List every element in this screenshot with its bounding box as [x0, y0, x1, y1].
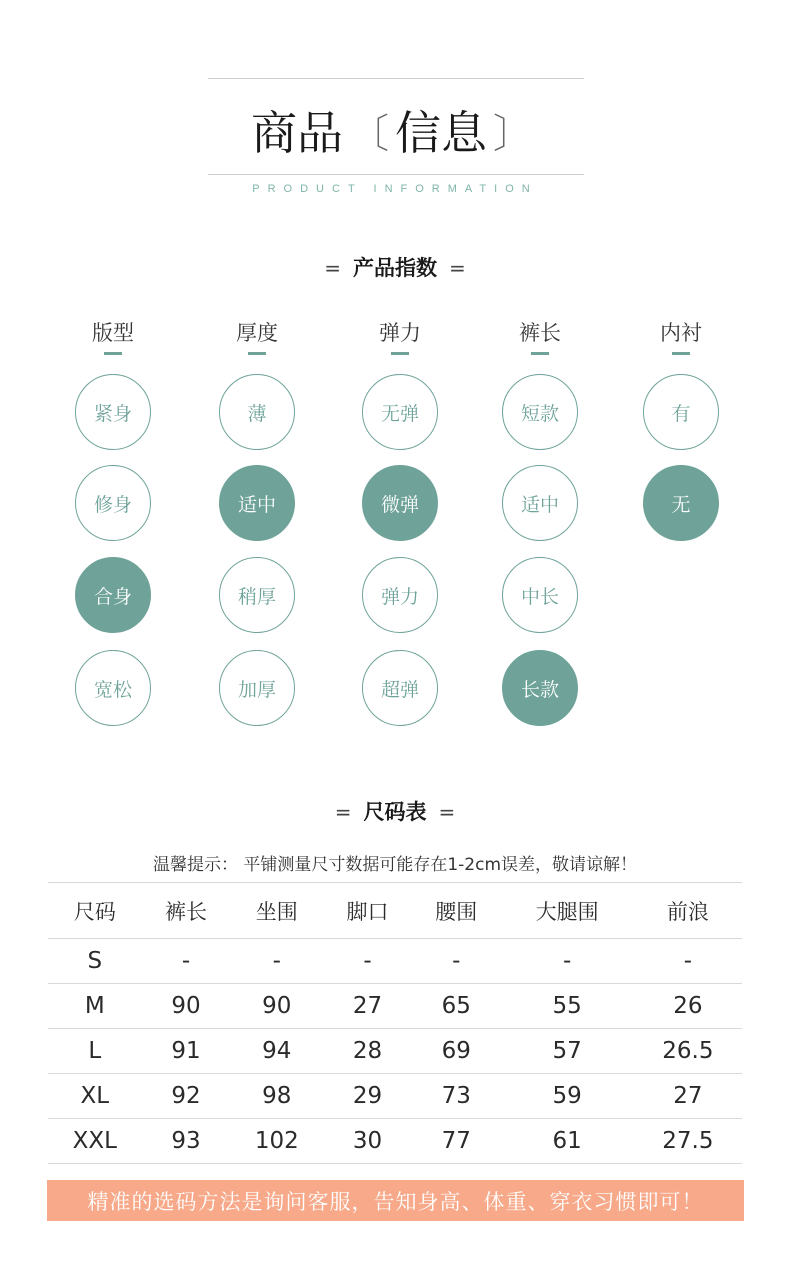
eq-right: = [438, 800, 456, 824]
index-title-text: 产品指数 [353, 256, 437, 280]
table-cell: 98 [230, 1074, 323, 1119]
index-option-selected: 微弹 [362, 465, 438, 541]
page-title [0, 100, 790, 160]
table-cell: - [230, 939, 323, 984]
index-option: 有 [643, 374, 719, 450]
table-cell: L [48, 1029, 142, 1074]
table-row [48, 984, 742, 1029]
table-cell: 55 [501, 984, 634, 1029]
index-label-underline [104, 352, 122, 355]
table-cell: 92 [142, 1074, 231, 1119]
table-cell: 27.5 [634, 1119, 742, 1164]
table-cell: 28 [323, 1029, 412, 1074]
index-option-selected: 长款 [502, 650, 578, 726]
table-cell: 90 [142, 984, 231, 1029]
table-cell: 59 [501, 1074, 634, 1119]
title-bracket-close: 〕 [493, 110, 533, 157]
table-cell: XXL [48, 1119, 142, 1164]
size-table-header-cell: 大腿围 [501, 883, 634, 939]
index-label: 裤长 [519, 321, 561, 345]
table-cell: 102 [230, 1119, 323, 1164]
index-label-underline [391, 352, 409, 355]
index-option: 短款 [502, 374, 578, 450]
table-cell: - [634, 939, 742, 984]
eq-left: = [334, 800, 352, 824]
index-label: 版型 [92, 321, 134, 345]
table-cell: XL [48, 1074, 142, 1119]
table-cell: 91 [142, 1029, 231, 1074]
table-row [48, 939, 742, 984]
table-row [48, 1074, 742, 1119]
index-option: 稍厚 [219, 557, 295, 633]
size-table-header-cell: 脚口 [323, 883, 412, 939]
size-table-header-cell: 尺码 [48, 883, 142, 939]
table-cell: - [501, 939, 634, 984]
index-option-selected: 无 [643, 465, 719, 541]
table-cell: 69 [412, 1029, 501, 1074]
index-option: 薄 [219, 374, 295, 450]
size-table-header-cell: 坐围 [230, 883, 323, 939]
index-label-underline [248, 352, 266, 355]
size-hint: 温馨提示： 平铺测量尺寸数据可能存在1-2cm误差，敬请谅解！ [152, 855, 638, 875]
index-option: 中长 [502, 557, 578, 633]
table-cell: 26 [634, 984, 742, 1029]
index-label: 弹力 [379, 321, 421, 345]
title-right: 信息 [395, 106, 487, 160]
table-cell: 27 [634, 1074, 742, 1119]
hero-top-rule [208, 78, 584, 79]
table-cell: 94 [230, 1029, 323, 1074]
page-subtitle: PRODUCT INFORMATION [252, 183, 538, 195]
eq-left: = [324, 256, 341, 280]
size-table-body [48, 939, 742, 1164]
table-cell: - [412, 939, 501, 984]
table-cell: 27 [323, 984, 412, 1029]
size-table-header [48, 883, 742, 939]
table-cell: - [142, 939, 231, 984]
table-cell: 93 [142, 1119, 231, 1164]
table-cell: 77 [412, 1119, 501, 1164]
eq-right: = [449, 256, 466, 280]
title-left: 商品 [251, 106, 343, 160]
index-option: 超弹 [362, 650, 438, 726]
index-section-title [0, 252, 790, 282]
table-cell: M [48, 984, 142, 1029]
index-option: 适中 [502, 465, 578, 541]
index-option: 宽松 [75, 650, 151, 726]
table-cell: 73 [412, 1074, 501, 1119]
index-option-selected: 适中 [219, 465, 295, 541]
index-option: 加厚 [219, 650, 295, 726]
size-table [48, 882, 742, 1164]
size-table-header-cell: 裤长 [142, 883, 231, 939]
table-cell: 30 [323, 1119, 412, 1164]
table-cell: 26.5 [634, 1029, 742, 1074]
table-cell: 65 [412, 984, 501, 1029]
table-cell: 57 [501, 1029, 634, 1074]
index-option: 修身 [75, 465, 151, 541]
index-label: 内衬 [660, 321, 702, 345]
index-option: 无弹 [362, 374, 438, 450]
table-cell: 90 [230, 984, 323, 1029]
advice-banner: 精准的选码方法是询问客服，告知身高、体重、穿衣习惯即可！ [47, 1180, 744, 1221]
index-option-selected: 合身 [75, 557, 151, 633]
index-option: 紧身 [75, 374, 151, 450]
index-label-underline [531, 352, 549, 355]
hero-bottom-rule [208, 174, 584, 175]
table-row [48, 1029, 742, 1074]
table-cell: 29 [323, 1074, 412, 1119]
size-section-title [0, 796, 790, 826]
title-bracket-open: 〔 [349, 110, 389, 157]
table-cell: 61 [501, 1119, 634, 1164]
index-label: 厚度 [236, 321, 278, 345]
table-row [48, 1119, 742, 1164]
size-table-header-cell: 前浪 [634, 883, 742, 939]
size-table-header-cell: 腰围 [412, 883, 501, 939]
index-label-underline [672, 352, 690, 355]
size-title-text: 尺码表 [363, 800, 427, 824]
table-cell: S [48, 939, 142, 984]
index-option: 弹力 [362, 557, 438, 633]
table-cell: - [323, 939, 412, 984]
